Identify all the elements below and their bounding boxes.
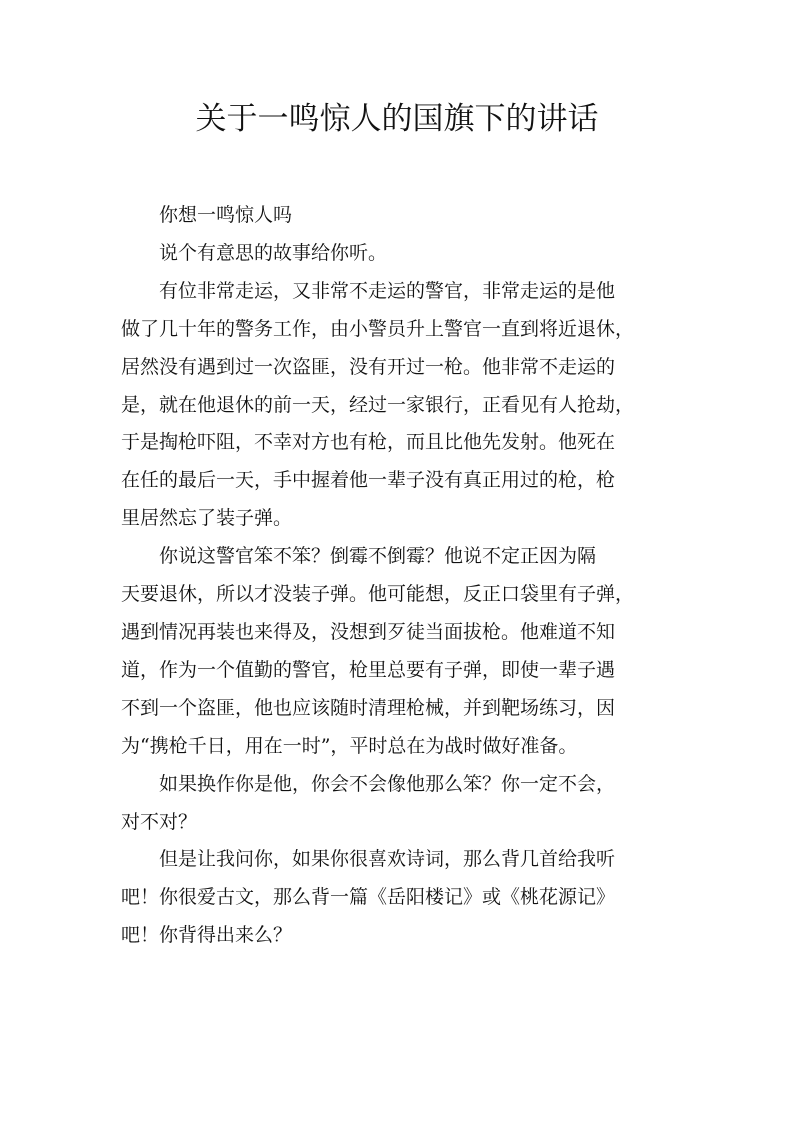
paragraph-3: 有位非常走运，又非常不走运的警官，非常走运的是他 做了几十年的警务工作，由小警员升上警官一直到将近退休， 居然没有遇到过一次盗匪，没有开过一枪。他非常不走运的 是，就在他退休的前一天，经过一家银行，正看见有人抢劫， 于是掏枪吓阻，不幸对方也有枪，而且比他先发射。他死在 在任的最后一天，手中握着他一辈子没有真正用过的枪，枪 里居然忘了装子弹。 xyxy=(121,279,635,530)
speech-body xyxy=(121,197,675,955)
paragraph-2: 说个有意思的故事给你听。 xyxy=(159,241,388,264)
paragraph-6: 但是让我问你，如果你很喜欢诗词，那么背几首给我听 吧！你很爱古文，那么背一篇《岳阳楼记》或《桃花源记》 吧！你背得出来么？ xyxy=(121,848,616,947)
paragraph-5: 如果换作你是他，你会不会像他那么笨？你一定不会， 对不对？ xyxy=(121,772,616,833)
page-title: 关于一鸣惊人的国旗下的讲话 xyxy=(195,101,599,137)
paragraph-1: 你想一鸣惊人吗 xyxy=(159,204,293,226)
paragraph-4: 你说这警官笨不笨？倒霉不倒霉？他说不定正因为隔 天要退休，所以才没装子弹。他可能想，反正口袋里有子弹， 遇到情况再装也来得及，没想到歹徒当面拔枪。他难道不知 道，作为一个值勤的警官，枪里总要有子弹，即使一辈子遇 不到一个盗匪，他也应该随时清理枪械，并到靶场练习，因 为“携枪千日，用在一时”，平时总在为战时做好准备。 xyxy=(121,545,635,757)
